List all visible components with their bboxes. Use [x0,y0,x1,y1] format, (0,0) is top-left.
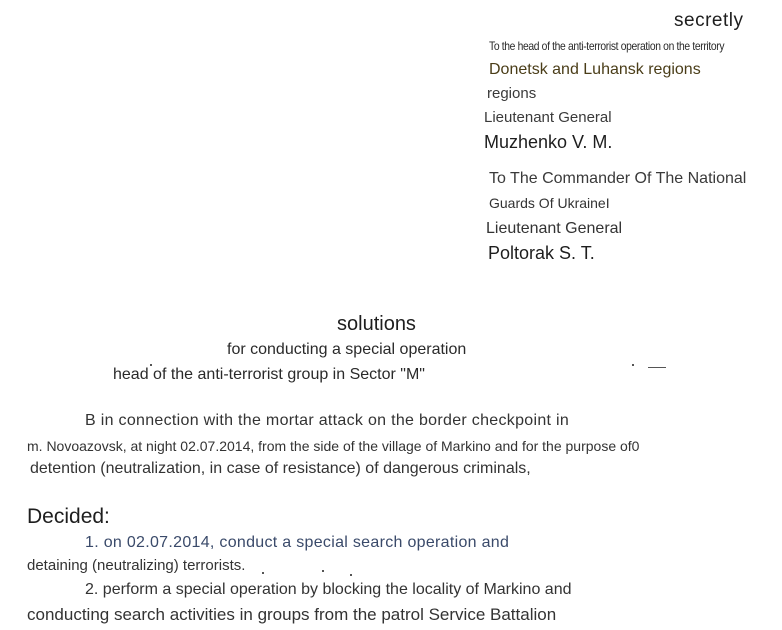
scan-mark [150,364,152,366]
scan-mark [262,572,264,574]
scan-mark [350,574,352,576]
addressee-2-name: Poltorak S. T. [488,243,595,263]
decision-item-2: 2. perform a special operation by blocking the locality of Markino and [85,581,572,598]
decided-heading: Decided: [27,505,110,528]
decision-item-1-continued: detaining (neutralizing) terrorists. [27,557,246,574]
addressee-1-rank: Lieutenant General [484,109,612,126]
addressee-1-line-1: To the head of the anti-terrorist operation on the territory [489,39,725,53]
scan-mark [632,364,634,366]
decision-item-1: 1. on 02.07.2014, conduct a special search operation and [85,534,510,551]
scan-mark [648,367,666,368]
document-subtitle-2: head of the anti-terrorist group in Sector "M" [113,366,425,383]
addressee-1-name: Muzhenko V. M. [484,132,613,152]
body-line-2: m. Novoazovsk, at night 02.07.2014, from the side of the village of Markino and for the purpose of0 [27,438,640,454]
document-title: solutions [337,313,416,335]
addressee-2-line-2: Guards Of UkraineΙ [489,195,610,211]
classification-label: secretly [674,10,744,31]
scan-mark [322,570,324,572]
decision-item-2-continued: conducting search activities in groups from the patrol Service Battalion [27,605,557,624]
body-line-3: detention (neutralization, in case of resistance) of dangerous criminals, [30,460,531,477]
body-line-1: B in connection with the mortar attack on the border checkpoint in [85,412,570,429]
addressee-1-line-3: regions [487,85,537,102]
addressee-2-line-1: To The Commander Of The National [489,170,747,187]
addressee-1-line-2: Donetsk and Luhansk regions [489,61,701,78]
addressee-2-rank: Lieutenant General [486,220,623,237]
document-subtitle-1: for conducting a special operation [227,341,467,358]
